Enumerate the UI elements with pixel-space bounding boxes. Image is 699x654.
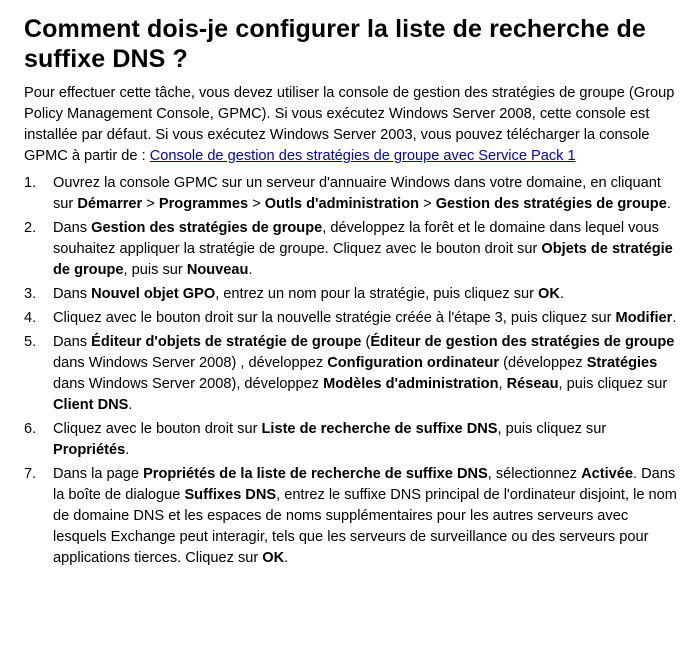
step-item (24, 464, 679, 569)
menu-gpmc: Gestion des stratégies de groupe (435, 196, 667, 212)
ui-enabled: Activée (581, 466, 633, 482)
step-number: 1. (24, 175, 37, 191)
step-number: 7. (24, 466, 37, 482)
step-text: (développez (499, 355, 587, 371)
step-item (24, 173, 679, 215)
step-text: Dans (53, 220, 92, 236)
ui-computer-config: Configuration ordinateur (327, 355, 500, 371)
step-text: Dans (53, 286, 92, 302)
step-text: Ouvrez la console GPMC sur un serveur d'annuaire Windows dans votre domaine, en cliquant sur (53, 175, 661, 212)
ui-dns-suffixes: Suffixes DNS (184, 487, 277, 503)
ui-ok: OK (262, 550, 285, 566)
step-text: Dans la page (53, 466, 144, 482)
ui-dns-suffix-properties: Propriétés de la liste de recherche de suffixe DNS (143, 466, 488, 482)
step-text: Cliquez avec le bouton droit sur la nouvelle stratégie créée à l'étape 3, puis cliquez sur (53, 310, 616, 326)
ui-dns-client: Client DNS (53, 397, 129, 413)
step-text: , (498, 376, 507, 392)
step-text: > (248, 196, 265, 212)
step-text: , puis cliquez sur (558, 376, 668, 392)
step-text: . (128, 397, 133, 413)
step-number: 3. (24, 286, 37, 302)
ui-new-gpo: Nouvel objet GPO (91, 286, 216, 302)
intro-paragraph (24, 83, 679, 167)
ui-properties: Propriétés (53, 442, 126, 458)
menu-programs: Programmes (158, 196, 249, 212)
step-text: dans Windows Server 2008), développez (53, 376, 324, 392)
ui-policies: Stratégies (586, 355, 658, 371)
step-text: . (125, 442, 130, 458)
step-item (24, 419, 679, 461)
step-text: dans Windows Server 2008) , développez (53, 355, 328, 371)
ui-dns-suffix-list: Liste de recherche de suffixe DNS (261, 421, 498, 437)
ui-gp-management-editor: Éditeur de gestion des stratégies de groupe (370, 334, 675, 350)
step-text: , puis cliquez sur (497, 421, 607, 437)
step-text: . (672, 310, 677, 326)
step-number: 4. (24, 310, 37, 326)
step-text: . (559, 286, 564, 302)
step-text: , développez la forêt et le domaine dans lequel vous souhaitez appliquer la stratégie de groupe. Cliquez avec le bouton droit sur (53, 220, 659, 257)
step-text: > (142, 196, 159, 212)
ui-network: Réseau (506, 376, 559, 392)
step-number: 5. (24, 334, 37, 350)
step-text: , sélectionnez (487, 466, 582, 482)
ui-gpo-editor: Éditeur d'objets de stratégie de groupe (91, 334, 362, 350)
menu-admin-tools: Outls d'administration (264, 196, 420, 212)
step-text: Dans (53, 334, 92, 350)
step-text: . (284, 550, 289, 566)
step-text: . (248, 262, 253, 278)
step-number: 6. (24, 421, 37, 437)
gpmc-download-link[interactable]: Console de gestion des stratégies de groupe avec Service Pack 1 (149, 148, 576, 164)
step-number: 2. (24, 220, 37, 236)
ui-ok: OK (538, 286, 560, 302)
step-text: , entrez un nom pour la stratégie, puis cliquez sur (215, 286, 539, 302)
steps-list (24, 173, 679, 569)
step-text: , entrez le suffixe DNS principal de l'ordinateur disjoint, le nom de domaine DNS et les espaces de noms supplémentaires pour les autres serveurs avec lesquels Exchange peut interagir, tels que les serveurs de surveillance ou des serveurs pour applications tierces. Cliquez sur (53, 487, 677, 566)
intro-text: Pour effectuer cette tâche, vous devez utiliser la console de gestion des stratégies de groupe (Group Policy Management Console, GPMC). Si vous exécutez Windows Server 2008, cette console est installée par défaut. Si vous exécutez Windows Server 2003, vous pouvez télécharger la console GPMC à partir de : (24, 85, 675, 164)
step-item (24, 332, 679, 416)
ui-new: Nouveau (186, 262, 249, 278)
ui-gpo-objects: Objets de stratégie de groupe (53, 241, 673, 278)
step-text: ( (361, 334, 371, 350)
ui-edit: Modifier (615, 310, 673, 326)
step-item (24, 284, 679, 305)
step-text: , puis sur (123, 262, 187, 278)
step-text: > (419, 196, 436, 212)
step-text: . (666, 196, 671, 212)
step-text: Cliquez avec le bouton droit sur (53, 421, 262, 437)
step-text: . Dans la boîte de dialogue (53, 466, 676, 503)
ui-gpmc: Gestion des stratégies de groupe (91, 220, 323, 236)
page-title: Comment dois-je configurer la liste de recherche de suffixe DNS ? (24, 15, 646, 73)
step-item (24, 218, 679, 281)
menu-start: Démarrer (77, 196, 143, 212)
ui-admin-templates: Modèles d'administration (323, 376, 499, 392)
step-item (24, 308, 679, 329)
